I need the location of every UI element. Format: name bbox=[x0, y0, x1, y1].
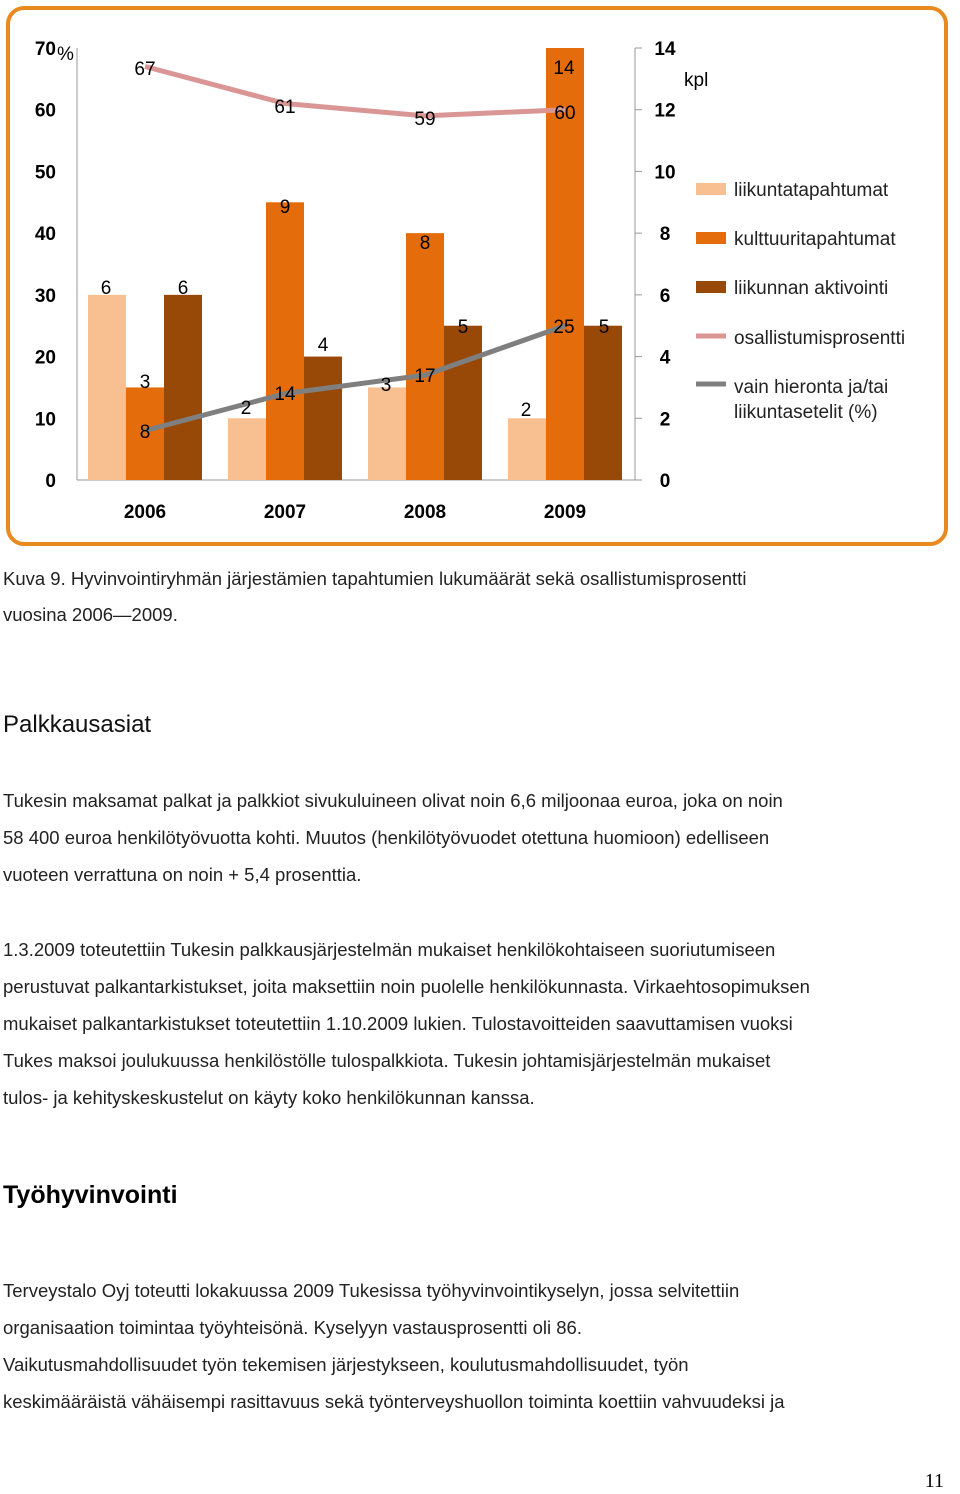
chart bbox=[0, 0, 960, 552]
legend-label-osallistumisprosentti: osallistumisprosentti bbox=[734, 328, 906, 349]
text-line: vuoteen verrattuna on noin + 5,4 prosenttia. bbox=[3, 864, 362, 885]
caption-line: vuosina 2006—2009. bbox=[3, 604, 178, 625]
right-tick-label: 6 bbox=[659, 285, 671, 307]
page-number: 11 bbox=[924, 1470, 944, 1492]
data-label: 5 bbox=[598, 317, 610, 338]
line-vain-hieronta bbox=[145, 326, 565, 431]
right-tick-label: 2 bbox=[659, 409, 671, 431]
paragraph-kysely bbox=[3, 1272, 948, 1420]
x-axis-labels bbox=[124, 502, 586, 523]
data-label: 9 bbox=[279, 197, 291, 218]
x-tick-label: 2006 bbox=[123, 502, 167, 523]
right-tick-label: 10 bbox=[654, 162, 676, 184]
bar-liikuntatapahtumat-2006 bbox=[88, 295, 126, 480]
left-axis-unit: % bbox=[57, 44, 74, 65]
bar-liikunnan-aktivointi-2007 bbox=[304, 357, 342, 480]
x-tick-label: 2007 bbox=[263, 502, 307, 523]
caption-line: Kuva 9. Hyvinvointiryhmän järjestämien tapahtumien lukumäärät sekä osallistumisprosentti bbox=[3, 568, 747, 589]
section-heading-tyohyvinvointi: Työhyvinvointi bbox=[3, 1181, 178, 1209]
text-line: Tukesin maksamat palkat ja palkkiot sivukuluineen olivat noin 6,6 miljoonaa euroa, joka on noin bbox=[3, 790, 783, 811]
legend-swatch-liikuntatapahtumat bbox=[696, 183, 726, 195]
data-label: 2 bbox=[520, 400, 532, 421]
text-line: 1.3.2009 toteutettiin Tukesin palkkausjärjestelmän mukaiset henkilökohtaiseen suoriutumiseen bbox=[3, 939, 776, 960]
bar-liikuntatapahtumat-2009 bbox=[508, 418, 546, 480]
legend bbox=[696, 180, 905, 423]
data-label: 3 bbox=[380, 375, 392, 396]
left-tick-label: 40 bbox=[34, 224, 56, 246]
legend-label-liikunnan-aktivointi: liikunnan aktivointi bbox=[734, 278, 889, 299]
data-label: 5 bbox=[457, 317, 469, 338]
data-label: 14 bbox=[553, 58, 575, 79]
left-tick-label: 30 bbox=[34, 285, 56, 307]
text-line: mukaiset palkantarkistukset toteutettiin 1.10.2009 lukien. Tulostavoitteiden saavuttamisen vuoksi bbox=[3, 1013, 793, 1034]
legend-label-kulttuuritapahtumat: kulttuuritapahtumat bbox=[734, 229, 896, 250]
right-tick-label: 14 bbox=[654, 39, 676, 60]
left-tick-label: 60 bbox=[34, 100, 56, 122]
data-label: 6 bbox=[177, 278, 189, 299]
text-line: Vaikutusmahdollisuudet työn tekemisen järjestykseen, koulutusmahdollisuudet, työn bbox=[3, 1354, 689, 1375]
data-label: 2 bbox=[240, 398, 252, 419]
section-heading-palkkausasiat: Palkkausasiat bbox=[3, 711, 152, 738]
text-line: tulos- ja kehityskeskustelut on käyty koko henkilökunnan kanssa. bbox=[3, 1087, 535, 1108]
legend-label-liikuntatapahtumat: liikuntatapahtumat bbox=[734, 180, 889, 201]
bar-liikuntatapahtumat-2008 bbox=[368, 387, 406, 480]
left-tick-label: 0 bbox=[45, 471, 56, 492]
right-tick-label: 12 bbox=[654, 100, 676, 122]
left-ticks bbox=[35, 39, 56, 492]
bar-liikuntatapahtumat-2007 bbox=[228, 418, 266, 480]
text-line: Terveystalo Oyj toteutti lokakuussa 2009 Tukesissa työhyvinvointikyselyn, jossa selvitettiin bbox=[3, 1280, 740, 1301]
legend-label-vain-hieronta-1: vain hieronta ja/tai bbox=[734, 377, 889, 398]
data-label: 8 bbox=[419, 233, 431, 254]
text-line: organisaation toimintaa työyhteisönä. Kyselyyn vastausprosentti oli 86. bbox=[3, 1317, 582, 1338]
left-tick-label: 70 bbox=[34, 39, 56, 60]
bar-kulttuuritapahtumat-2008 bbox=[406, 233, 444, 480]
text-line: Tukes maksoi joulukuussa henkilöstölle tulospalkkiota. Tukesin johtamisjärjestelmän mukaiset bbox=[3, 1050, 771, 1071]
text-line: keskimääräistä vähäisempi rasittavuus sekä työnterveyshuollon toiminta koettiin vahvuudeksi ja bbox=[3, 1391, 785, 1412]
right-axis-unit: kpl bbox=[684, 70, 709, 91]
paragraph-palkantarkistukset bbox=[3, 931, 948, 1116]
bar-liikunnan-aktivointi-2006 bbox=[164, 295, 202, 480]
data-label: 60 bbox=[554, 103, 576, 124]
left-tick-label: 10 bbox=[34, 409, 56, 431]
paragraph-palkat bbox=[3, 782, 948, 893]
data-label: 14 bbox=[274, 384, 296, 405]
data-label: 3 bbox=[139, 372, 151, 393]
lines bbox=[145, 67, 565, 431]
data-label: 59 bbox=[414, 109, 436, 130]
legend-swatch-kulttuuritapahtumat bbox=[696, 232, 726, 244]
legend-swatch-liikunnan-aktivointi bbox=[696, 281, 726, 293]
data-label: 6 bbox=[100, 278, 112, 299]
bar-liikunnan-aktivointi-2008 bbox=[444, 326, 482, 480]
text-line: 58 400 euroa henkilötyövuotta kohti. Muutos (henkilötyövuodet otettuna huomioon) edelliseen bbox=[3, 827, 770, 848]
data-label: 61 bbox=[274, 97, 296, 118]
data-label: 25 bbox=[553, 317, 575, 338]
figure-caption bbox=[3, 561, 943, 633]
x-tick-label: 2008 bbox=[403, 502, 447, 523]
x-tick-label: 2009 bbox=[543, 502, 587, 523]
right-ticks bbox=[635, 39, 676, 492]
bar-kulttuuritapahtumat-2007 bbox=[266, 202, 304, 480]
right-tick-label: 4 bbox=[659, 347, 671, 369]
line-osallistumisprosentti bbox=[145, 67, 565, 116]
data-label: 8 bbox=[139, 422, 151, 443]
right-tick-label: 0 bbox=[659, 471, 671, 492]
text-line: perustuvat palkantarkistukset, joita maksettiin noin puolelle henkilökunnasta. Virkaehtosopimuksen bbox=[3, 976, 810, 997]
data-label: 4 bbox=[317, 335, 329, 356]
bar-liikunnan-aktivointi-2009 bbox=[584, 326, 622, 480]
right-tick-label: 8 bbox=[659, 224, 671, 246]
left-tick-label: 50 bbox=[34, 162, 56, 184]
legend-label-vain-hieronta-2: liikuntasetelit (%) bbox=[734, 402, 878, 423]
data-label: 67 bbox=[134, 59, 156, 80]
data-label: 17 bbox=[414, 366, 436, 387]
left-tick-label: 20 bbox=[34, 347, 56, 369]
